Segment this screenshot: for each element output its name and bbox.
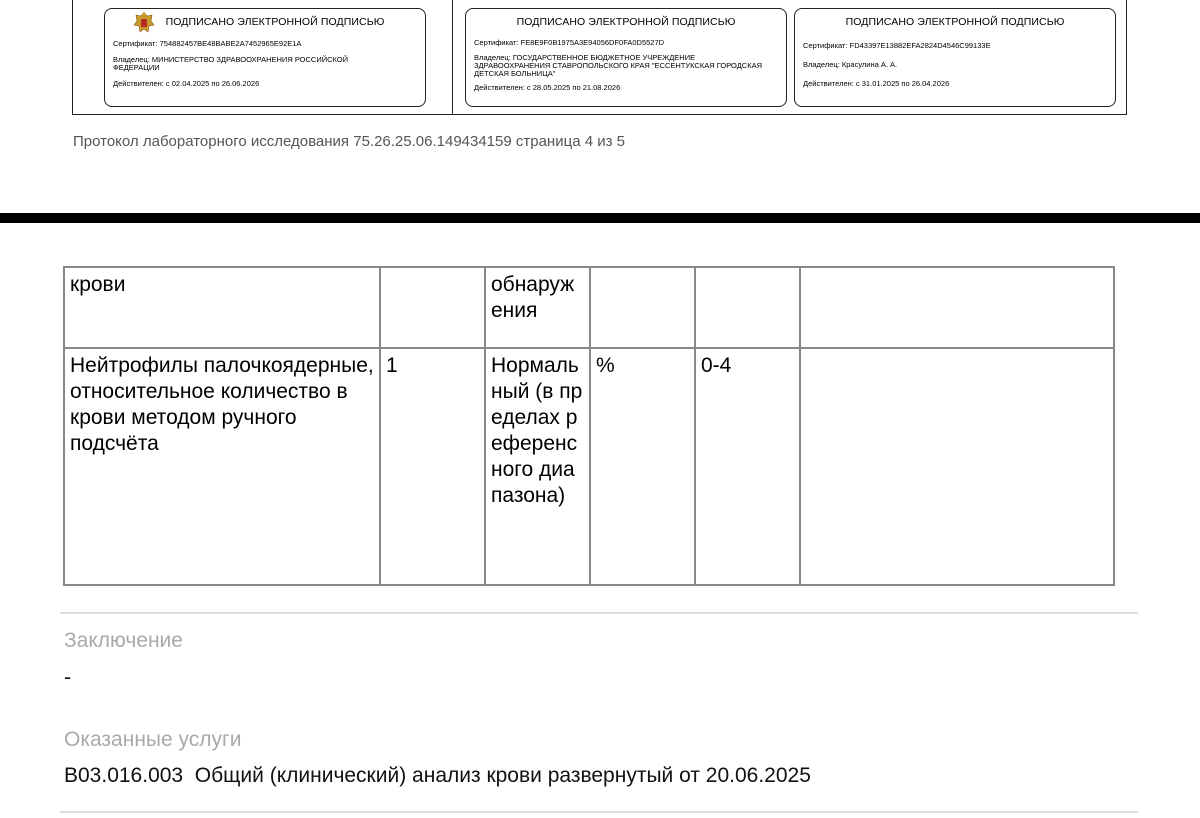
table-cell-interpretation: обнаружения: [485, 267, 590, 348]
section-divider: [60, 612, 1138, 614]
table-cell-reference: [695, 267, 800, 348]
signature-owner: Владелец: МИНИСТЕРСТВО ЗДРАВООХРАНЕНИЯ РОССИЙСКОЙ ФЕДЕРАЦИИ: [113, 54, 349, 72]
table-cell-unit: [590, 267, 695, 348]
page-break-bar: [0, 213, 1200, 223]
signature-box-ministry: [104, 8, 426, 107]
signature-header: ПОДПИСАНО ЭЛЕКТРОННОЙ ПОДПИСЬЮ: [165, 16, 385, 28]
table-cell-comment: [800, 348, 1114, 585]
services-label: Оказанные услуги: [64, 728, 242, 751]
signature-validity: Действителен: с 28.05.2025 по 21.08.2026: [474, 82, 621, 92]
table-row: [64, 348, 1114, 585]
signature-divider: [452, 0, 453, 114]
table-cell-unit: %: [590, 348, 695, 585]
signature-owner: Владелец: ГОСУДАРСТВЕННОЕ БЮДЖЕТНОЕ УЧРЕЖДЕНИЕ ЗДРАВООХРАНЕНИЯ СТАВРОПОЛЬСКОГО КРАЯ "ЕССЕНТУКСКАЯ ГОРОДСКАЯ ДЕТСКАЯ БОЛЬНИЦА": [474, 52, 762, 78]
table-row: [64, 267, 1114, 348]
signature-box-person: [794, 8, 1116, 107]
signature-certificate: Сертификат: 754882457BE48BABE2A7452965E92E1A: [113, 39, 302, 49]
coat-of-arms-icon: [133, 11, 155, 37]
table-cell-test-name: крови: [64, 267, 380, 348]
signature-header: ПОДПИСАНО ЭЛЕКТРОННОЙ ПОДПИСЬЮ: [516, 16, 736, 28]
table-cell-comment: [800, 267, 1114, 348]
protocol-page-footer: Протокол лабораторного исследования 75.26.25.06.149434159 страница 4 из 5: [73, 133, 625, 150]
table-cell-value: 1: [380, 348, 485, 585]
table-cell-test-name: Нейтрофилы палочкоядерные, относительное количество в крови методом ручного подсчёта: [64, 348, 380, 585]
section-divider: [60, 811, 1138, 813]
signature-certificate: Сертификат: FD43397E13882EFA2824D4546C99133E: [803, 41, 991, 51]
table-cell-interpretation: Нормальный (в пределах референсного диапазона): [485, 348, 590, 585]
signature-validity: Действителен: с 31.01.2025 по 26.04.2026: [803, 78, 950, 88]
results-table: [63, 266, 1115, 586]
conclusion-value: -: [64, 666, 71, 689]
table-cell-reference: 0-4: [695, 348, 800, 585]
table-cell-value: [380, 267, 485, 348]
signature-validity: Действителен: с 02.04.2025 по 26.06.2026: [113, 78, 260, 88]
signature-owner: Владелец: Красулина А. А.: [803, 59, 898, 69]
signature-box-hospital: [465, 8, 787, 107]
services-value: B03.016.003 Общий (клинический) анализ крови развернутый от 20.06.2025: [64, 764, 811, 787]
signature-header: ПОДПИСАНО ЭЛЕКТРОННОЙ ПОДПИСЬЮ: [845, 16, 1065, 28]
conclusion-label: Заключение: [64, 629, 183, 652]
signature-certificate: Сертификат: FE8E9F0B1975A3E94056DF0FA0D5527D: [474, 38, 665, 48]
